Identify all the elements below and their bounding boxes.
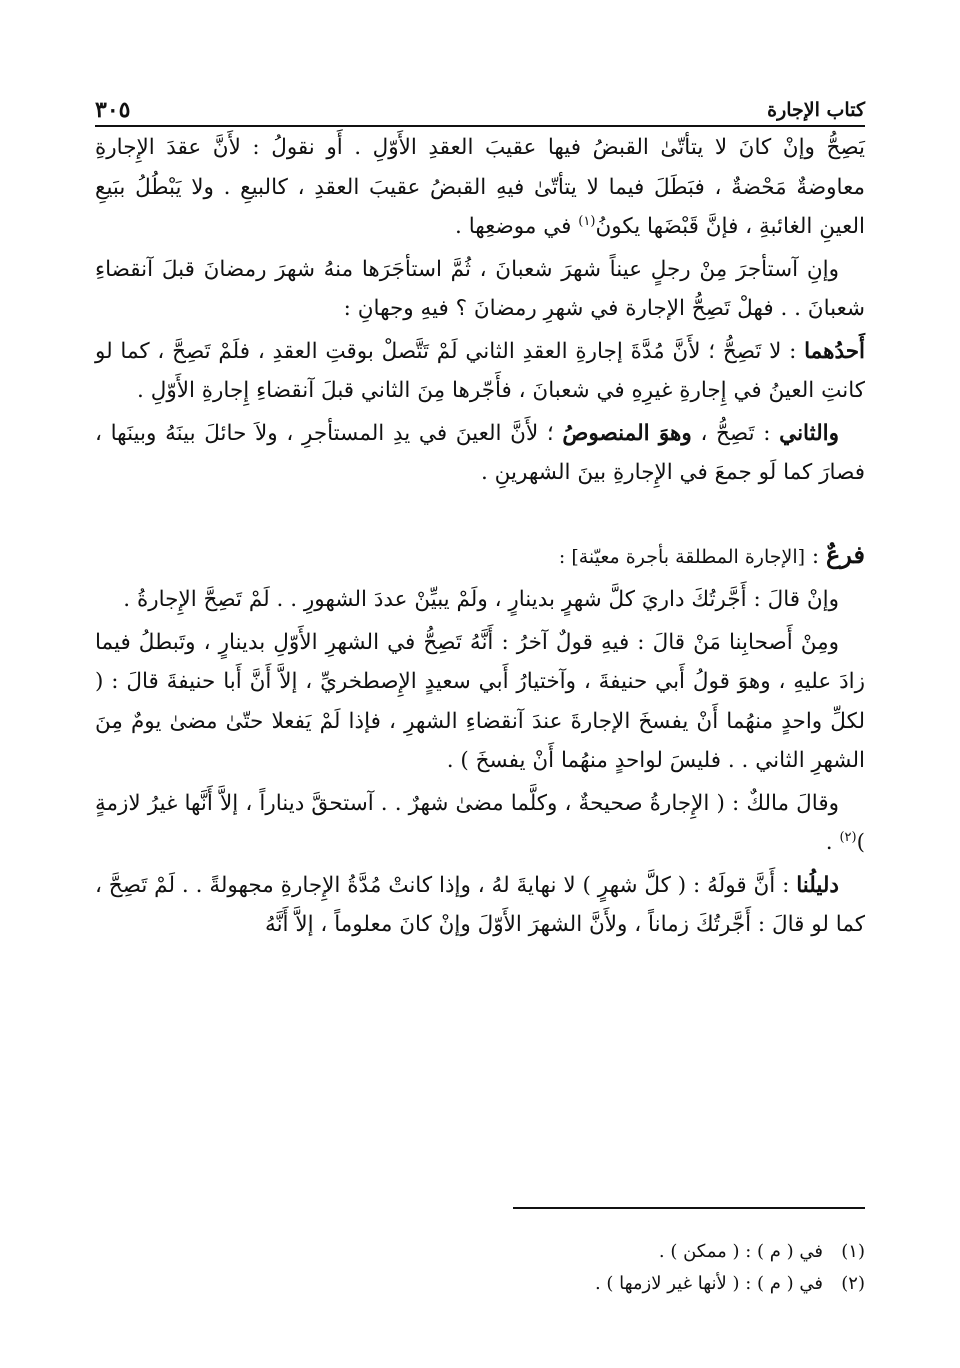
paragraph-text: وقالَ مالكٌ : ( الإِجارةُ صحيحةٌ ، وكلَّما مضىٰ شهرٌ . . آستحقَّ ديناراً ، إلاَّ أَنَّها غيرُ لازمةٍ ) [95, 790, 865, 855]
paragraph [95, 580, 865, 620]
paragraph [95, 866, 865, 945]
paragraph [95, 623, 865, 781]
footnote [95, 1268, 865, 1300]
footnotes [95, 1236, 865, 1300]
paragraph-text: . [825, 830, 840, 855]
paragraph-text: ومِنْ أَصحابِنا مَنْ قالَ : فيهِ قولٌ آخرُ : أَنَّهُ تَصِحُّ في الشهرِ الأَوّلِ بدينارٍ ، وتَبطلُ فيما زادَ عليهِ ، وهوَ قولُ أَبي حنيفةَ ، وآختيارُ أَبي سعيدٍ الإِصطخريِّ ، إلاَّ أَنَّ أَبا حنيفةَ قالَ : ( لكلِّ واحدٍ منهُما أَنْ يفسخَ الإجارةَ عندَ آنقضاءِ الشهرِ ، فإذا لَمْ يَفعلا حتّىٰ مضىٰ يومٌ مِنَ الشهرِ الثاني . . فليسَ لواحدٍ منهُما أَنْ يفسخَ ) . [95, 629, 865, 773]
paragraph [95, 332, 865, 411]
paragraph-emphasis: وهوَ المنصوصُ [562, 420, 692, 446]
page-number: ٣٠٥ [95, 97, 131, 123]
branch-title: [الإجارة المطلقة بأجرة معيّنة] : [558, 545, 806, 568]
paragraph [95, 414, 865, 493]
footnote-mark: (٢) [839, 829, 857, 845]
paragraph [95, 784, 865, 863]
paragraph-text: : أَنَّ قولَهُ : ( كلَّ شهرٍ ) لا نهايةَ لهُ ، وإذا كانتْ مُدَّةُ الإِجارةِ مجهولةً . . لَمْ تَصِحَّ ، كما لو قالَ : أَجَّرتُكَ زماناً ، ولأَنَّ الشهرَ الأَوّلَ وإنْ كانَ معلوماً ، إلاَّ أَنَّهُ [95, 872, 865, 937]
paragraph-text: وإنْ قالَ : أَجَّرتُكَ داريَ كلَّ شهرٍ بدينارٍ ، ولَمْ يبيِّنْ عددَ الشهورِ . . لَمْ تَصِحَّ الإِجارةُ . [123, 587, 839, 612]
paragraph [95, 250, 865, 329]
footnote-rule [513, 1207, 865, 1209]
running-title: كتاب الإجارة [767, 99, 865, 121]
paragraph-text: في موضعِها . [455, 214, 579, 239]
footnote-number: (٢) [841, 1273, 865, 1294]
paragraph-lead: دليلُنا [796, 872, 839, 898]
paragraph-text: وإنِ آستأجرَ مِنْ رجلٍ عيناً شهرَ شعبانَ ، ثُمَّ استأجَرَها منهُ شهرَ رمضانَ قبلَ آنقضاءِ شعبانَ . . فهلْ تَصِحُّ الإجارة في شهرِ رمضانَ ؟ فيهِ وجهانِ : [95, 256, 865, 321]
footnote-text: في ( م ) : ( لأنها غير لازمها ) . [594, 1273, 823, 1294]
branch-heading [95, 535, 865, 578]
footnote-number: (١) [841, 1241, 865, 1262]
page-body [95, 128, 865, 945]
paragraph-lead: والثاني [779, 420, 840, 446]
footnote-mark: (١) [578, 213, 596, 229]
page-header [95, 86, 865, 122]
paragraph [95, 128, 865, 247]
footnote-text: في ( م ) : ( ممكن ) . [658, 1241, 823, 1262]
footnote [95, 1236, 865, 1268]
paragraph-text: : تَصِحُّ ، [691, 420, 780, 446]
branch-separator: : [805, 543, 826, 569]
header-rule [95, 125, 865, 127]
branch-word: فرعٌ [825, 539, 865, 569]
paragraph-lead: أَحدُهما [804, 338, 865, 364]
paragraph-text: ؛ لأَنَّ العينَ في يدِ المستأجرِ ، ولاَ حائلَ بينَهُ وبينَها ، فصارَ كما لَو جمعَ في الإِجارةِ بينَ الشهرينِ . [95, 420, 865, 485]
paragraph-text: : لا تَصِحُّ ؛ لأَنَّ مُدَّةَ إجارةِ العقدِ الثاني لَمْ تَتَّصلْ بوقتِ العقدِ ، فلَمْ تَصِحَّ ، كما لو كانتِ العينُ في إِجارةِ غيرِهِ في شعبانَ ، فأَجّرها مِنَ الثاني قبلَ آنقضاءِ إِجارةِ الأَوّلِ . [95, 338, 865, 403]
paragraph-text: يَصِحُّ وإنْ كانَ لا يتأتّىٰ القبضُ فيها عقيبَ العقدِ الأَوّلِ . أَو نقولُ : لأَنَّ عقدَ الإِجارةِ معاوضةٌ مَحْضةٌ ، فبَطَلَ فيما لا يتأتّىٰ فيهِ القبضُ عقيبَ العقدِ ، كالبيعِ . ولا يَبْطُلُ ببَيعِ العينِ الغائبةِ ، فإنَّ قَبْضَها يكونُ [95, 135, 865, 239]
